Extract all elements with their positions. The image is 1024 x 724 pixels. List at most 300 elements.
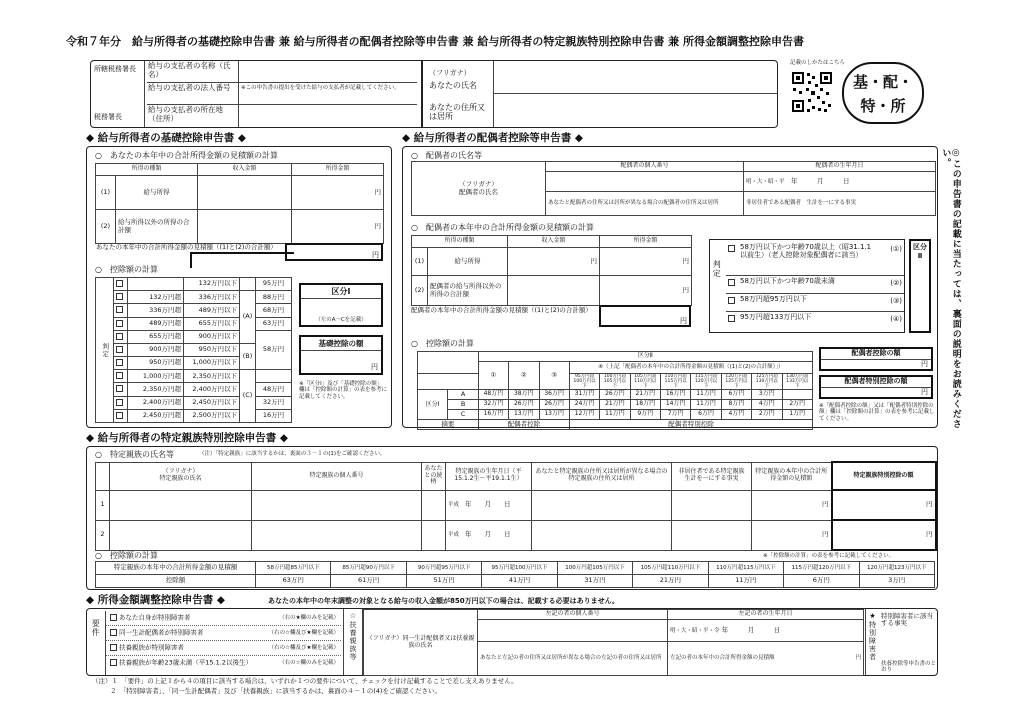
table-row <box>96 520 936 550</box>
requirement-note: （右の★欄のみを記載） <box>279 615 339 621</box>
special-nonres-field[interactable] <box>672 520 752 550</box>
deduction-value: 11万円 <box>691 390 721 400</box>
number-note: ※この申告書の提出を受けた給与の支払者が記載してください。 <box>241 85 400 91</box>
spouse-deduction-box[interactable] <box>819 347 933 371</box>
deduction-value: 36万円 <box>539 390 569 400</box>
tax-office-suffix[interactable]: 税務署長 <box>94 113 122 121</box>
abc-label: A <box>448 390 478 400</box>
row2-label: 配偶者の給与所得以外の所得の合計額 <box>428 276 508 306</box>
special-birth-field[interactable]: 平成 年 月 日 <box>446 490 532 520</box>
range-low: 489万円超 <box>128 317 184 330</box>
requirement-text: あなた自身が特別障害者 <box>119 613 191 622</box>
adjust-section <box>86 608 938 676</box>
checkbox[interactable] <box>114 357 128 370</box>
checkbox[interactable] <box>728 297 735 304</box>
deduction-value: 26万円 <box>600 390 630 400</box>
table-row <box>418 400 813 410</box>
requirement-item[interactable] <box>106 656 341 671</box>
spouse-calc-table <box>417 351 813 427</box>
deduction-value: 8万円 <box>721 400 751 410</box>
table-row <box>96 330 292 343</box>
spouse-section <box>402 146 938 428</box>
row1-income-field[interactable]: 円 <box>292 176 384 210</box>
judge-text: 95万円超133万円以下 <box>740 313 812 321</box>
amount: 95万円 <box>256 278 292 291</box>
special-address-field[interactable] <box>532 520 672 550</box>
row-no: (1) <box>412 248 428 276</box>
band: 110万円超115万円以下 <box>708 562 783 575</box>
special-table <box>95 461 935 549</box>
deduction-value: 4万円 <box>721 410 751 420</box>
deduction-value: 63万円 <box>256 575 331 588</box>
amount: 16万円 <box>256 409 292 422</box>
special-sec1-note: （注）「特定親族」に該当するかは、裏面の３－１の(1)をご確認ください。 <box>199 451 386 457</box>
deduction-value: 6万円 <box>691 410 721 420</box>
special-mynumber-field[interactable] <box>252 490 422 520</box>
row-no: 1 <box>96 490 110 520</box>
basic-amount-label: 基礎控除の額 <box>301 337 381 351</box>
deduction-value: 41万円 <box>482 575 557 588</box>
range-high: 655万円以下 <box>184 317 240 330</box>
requirement-item[interactable] <box>106 611 341 626</box>
payer-number-field[interactable] <box>239 83 417 105</box>
checkbox[interactable] <box>114 409 128 422</box>
basic-deduction-calc-title: ○ 控除額の計算 <box>95 265 158 274</box>
adjust-heading: ◆ 所得金額調整控除申告書 ◆ <box>86 594 225 606</box>
adjust-dep-name-field[interactable]: （フリガナ）同一生計配偶者又は扶養親族の氏名 <box>364 610 478 676</box>
footnote-1: （注）１ 「要件」の上記１から４の項目に該当する場合は、いずれか１つの要件について、チェックを付け記載することで差し支えありません。 <box>92 677 518 685</box>
band: 90万円超95万円以下 <box>406 562 481 575</box>
band: 85万円超90万円以下 <box>331 562 406 575</box>
checkbox[interactable] <box>110 644 117 651</box>
deduction-value: 11万円 <box>708 575 783 588</box>
special-col-header: 非居住者である特定親族 生計を一にする事実 <box>672 462 752 490</box>
range-high: 2,400万円以下 <box>184 383 240 396</box>
checkbox[interactable] <box>114 278 128 291</box>
special-col-header: 特定親族特別控除の額 <box>832 462 936 490</box>
adjust-mynumber-label: 左記の者の個人番号 <box>478 610 668 620</box>
col-revenue: 収入金額 <box>198 164 292 176</box>
spouse-total-label: 配偶者の本年中の合計所得金額の見積額（(1)と(2)の合計額） <box>411 306 592 314</box>
table-row <box>96 490 936 520</box>
deduction-value: 6万円 <box>784 575 859 588</box>
qr-note: 記載のしかたはこちら <box>790 60 846 66</box>
payer-address-field[interactable] <box>239 105 417 127</box>
table-row <box>96 396 292 409</box>
amount: 32万円 <box>256 396 292 409</box>
kubun2-box[interactable] <box>909 239 931 333</box>
payer-name-field[interactable] <box>239 61 417 83</box>
adjust-birth-field[interactable]: 明・大・昭・平・令 年 月 日 <box>668 620 864 642</box>
kubun1-vertical: 区分Ⅰ <box>418 390 448 420</box>
requirement-note: （右の☆欄及び★欄を記載） <box>268 645 339 651</box>
special-sec2-note: ※「控除額の計算」の表を参考に記載してください。 <box>763 553 895 559</box>
yen-unit: 円 <box>921 359 928 368</box>
basic-deduction-table <box>95 277 291 423</box>
requirement-text: 扶養親族が特別障害者 <box>119 643 184 652</box>
basic-income-table <box>95 163 383 243</box>
col-income: 所得金額 <box>292 164 384 176</box>
checkbox-box[interactable] <box>116 306 123 313</box>
band: 130万円超133万円以下 <box>782 374 813 390</box>
tax-office-label: 所轄税務署長 <box>94 65 136 73</box>
special-col-header: あなたとの続柄 <box>422 462 446 490</box>
col-revenue: 収入金額 <box>508 236 600 248</box>
range-low: 2,350万円超 <box>128 383 184 396</box>
spouse-total-field[interactable]: 円 <box>599 305 691 327</box>
special-address-field[interactable] <box>532 490 672 520</box>
special-income-field[interactable]: 円 <box>752 520 832 550</box>
judge-text: 58万円超95万円以下 <box>740 295 807 303</box>
flow-arrow <box>190 252 294 268</box>
spouse-birth-label: 配偶者の生年月日 <box>744 162 936 172</box>
special-col-header: あなたと特定親族の住所又は居所が異なる場合の特定親族の住所又は居所 <box>532 462 672 490</box>
deduction-value: 3万円 <box>859 575 935 588</box>
spouse-note: ※「配偶者控除の額」又は「配偶者特別控除の額」欄は「控除額の計算」の表を参考に記載してください。 <box>819 403 935 422</box>
judge-num: (④) <box>890 315 902 323</box>
basic-note: ※「区分Ⅰ」及び「基礎控除の額」欄は「控除額の計算」の表を参考に記載してください。 <box>299 381 388 400</box>
band: 95万円超100万円以下 <box>482 562 557 575</box>
spouse-nonres[interactable]: 非居住者である配偶者 生計を一にする事実 <box>744 192 936 216</box>
band: 115万円超120万円以下 <box>784 562 859 575</box>
basic-total-label: あなたの本年中の合計所得金額の見積額（(1)と(2)の合計額） <box>96 243 277 251</box>
your-name-label: あなたの氏名 <box>429 81 477 90</box>
range-high: 132万円以下 <box>184 278 240 291</box>
judge-row[interactable] <box>726 276 904 294</box>
adjust-mynumber-field[interactable] <box>478 620 668 642</box>
range-high: 2,450万円以下 <box>184 396 240 409</box>
checkbox[interactable] <box>110 629 117 636</box>
special-col-header: 特定親族の個人番号 <box>252 462 422 490</box>
range-low: 655万円超 <box>128 330 184 343</box>
judge-num: (②) <box>890 279 902 287</box>
deduction-value: 14万円 <box>661 400 691 410</box>
range-high: 1,000万円以下 <box>184 357 240 370</box>
basic-section <box>86 146 392 428</box>
spouse-birth-field[interactable]: 明・大・昭・平 年 月 日 <box>744 172 936 192</box>
row-no: (2) <box>412 276 428 306</box>
table-row <box>96 317 292 330</box>
basic-income-calc-title: ○ あなたの本年中の合計所得金額の見積額の計算 <box>95 151 278 160</box>
abc-label: B <box>448 400 478 410</box>
row-no: (1) <box>96 176 116 210</box>
deduction-value: 26万円 <box>509 400 539 410</box>
checkbox[interactable] <box>114 370 128 383</box>
deduction-value: 31万円 <box>569 390 599 400</box>
checkbox[interactable] <box>114 317 128 330</box>
basic-amount-box[interactable] <box>299 335 383 375</box>
checkbox-box[interactable] <box>116 280 123 287</box>
group-label <box>240 278 256 291</box>
dependent-label: ☆扶養親族等 <box>343 609 363 675</box>
row2-income-field[interactable]: 円 <box>292 210 384 244</box>
special-birth-field[interactable]: 平成 年 月 日 <box>446 520 532 550</box>
checkbox-box[interactable] <box>116 359 123 366</box>
kubun1-label: 区分Ⅰ <box>301 285 381 299</box>
range-low: 132万円超 <box>128 291 184 304</box>
deduction-value: 6万円 <box>721 390 751 400</box>
side-note: ◎この申告書の記載に当たっては、裏面の説明をお読みください。 <box>940 148 961 429</box>
deduction-value: 2万円 <box>782 400 813 410</box>
deduction-value: 3万円 <box>752 390 782 400</box>
req-label: 要件 <box>91 619 101 637</box>
group-label: (B) <box>240 343 256 369</box>
special-mynumber-field[interactable] <box>252 520 422 550</box>
form-title: 令和７年分 給与所得者の基礎控除申告書 兼 給与所得者の配偶者控除等申告書 兼 給与所得者の特定親族特別控除申告書 兼 所得金額調整控除申告書 <box>66 35 804 48</box>
disabled-cert[interactable]: 扶養控除等申告書のとおり <box>881 661 937 674</box>
row1-label: 給与所得 <box>428 248 508 276</box>
spouse-deduction-label: 配偶者控除の額 <box>821 349 931 360</box>
checkbox[interactable] <box>114 343 128 356</box>
judge-num: (①) <box>890 245 902 253</box>
row-no: 2 <box>96 520 110 550</box>
table-row <box>96 409 292 422</box>
basic-total-field[interactable]: 円 <box>285 243 383 261</box>
deduction-value: 32万円 <box>478 400 508 410</box>
range-low: 900万円超 <box>128 343 184 356</box>
amount: 63万円 <box>256 317 292 330</box>
band: 100万円超105万円以下 <box>557 562 632 575</box>
deduction-value: 16万円 <box>661 390 691 400</box>
special-section <box>86 446 938 590</box>
range-low: 2,400万円超 <box>128 396 184 409</box>
requirement-item[interactable] <box>106 641 341 656</box>
spouse-info-table <box>411 161 935 215</box>
deduction-value: 38万円 <box>509 390 539 400</box>
table-row <box>96 370 292 383</box>
deduction-value: 21万円 <box>600 400 630 410</box>
special-col-header: 特定親族の生年月日（平15.1.2生～平19.1.1生） <box>446 462 532 490</box>
group-label: (C) <box>240 370 256 423</box>
requirement-item[interactable] <box>106 626 341 641</box>
checkbox[interactable] <box>114 330 128 343</box>
deduction-value: 24万円 <box>569 400 599 410</box>
deduction-value: 2万円 <box>752 410 782 420</box>
header-box <box>90 60 778 128</box>
checkbox-box[interactable] <box>116 346 123 353</box>
adjust-income-field[interactable]: 左記の者の本年中の合計所得金額の見積額 円 <box>668 642 864 676</box>
band: 58万円超85万円以下 <box>256 562 331 575</box>
table-row <box>96 304 292 317</box>
checkbox-box[interactable] <box>116 412 123 419</box>
judge-text: 58万円以下かつ年齢70歳以上（昭31.1.1以前生）（老人控除対象配偶者に該当） <box>740 243 872 260</box>
checkbox[interactable] <box>728 315 735 322</box>
spouse-mynumber-field[interactable] <box>546 172 744 192</box>
checkbox[interactable] <box>114 396 128 409</box>
amount <box>256 370 292 383</box>
amount: 58万円 <box>256 330 292 370</box>
special-name-field[interactable] <box>110 490 252 520</box>
band: 120万円超125万円以下 <box>721 374 751 390</box>
spouse-income-calc-title: ○ 配偶者の本年中の合計所得金額の見積額の計算 <box>411 223 594 232</box>
special-amount-field[interactable]: 円 <box>832 490 936 520</box>
adjust-heading-note: あなたの本年中の年末調整の対象となる給与の収入金額が850万円以下の場合は、記載する必要はありません。 <box>268 597 620 605</box>
requirement-text: 扶養親族が年齢23歳未満（平15.1.2以後生） <box>119 658 252 667</box>
deduction-value: 21万円 <box>630 390 660 400</box>
deduction-value: 1万円 <box>782 410 813 420</box>
judge-text: 58万円以下かつ年齢70歳未満 <box>740 277 835 285</box>
payer-number-label: 給与の支払者の法人番号 <box>147 83 239 105</box>
band: 125万円超130万円以下 <box>752 374 782 390</box>
special-col-header: （フリガナ） 特定親族の氏名 <box>110 462 252 490</box>
circle-num: ③ <box>539 362 569 390</box>
your-address-field[interactable] <box>493 94 777 127</box>
spouse-income-table <box>411 235 691 305</box>
basic-heading: ◆ 給与所得者の基礎控除申告書 ◆ <box>86 132 246 144</box>
amount: 68万円 <box>256 304 292 317</box>
row2-label: 給与所得以外の所得の合計額 <box>116 210 198 244</box>
spouse-name-field[interactable]: （フリガナ） 配偶者の氏名 <box>412 162 546 216</box>
checkbox[interactable] <box>728 279 735 286</box>
spouse-calc-title: ○ 控除額の計算 <box>411 339 474 348</box>
special-relation-field[interactable] <box>422 490 446 520</box>
col-income: 所得金額 <box>600 236 692 248</box>
spouse-address-label: あなたと配偶者の住所又は居所が異なる場合の配偶者の住所又は居所 <box>546 192 744 216</box>
range-low: 2,450万円超 <box>128 409 184 422</box>
summary-a: 配偶者控除 <box>478 420 569 430</box>
deduction-value: 61万円 <box>331 575 406 588</box>
disabled-label: ★特別障害者 <box>865 609 879 675</box>
kubun1-box[interactable] <box>299 283 383 327</box>
judge-row[interactable] <box>726 312 904 330</box>
amount: 48万円 <box>256 383 292 396</box>
checkbox[interactable] <box>114 383 128 396</box>
band: 105万円超110万円以下 <box>630 374 660 390</box>
checkbox-box[interactable] <box>116 333 123 340</box>
checkbox-box[interactable] <box>116 320 123 327</box>
special-heading: ◆ 給与所得者の特定親族特別控除申告書 ◆ <box>86 432 288 444</box>
adjust-birth-label: 左記の者の生年月日 <box>668 610 864 620</box>
checkbox[interactable] <box>110 659 117 666</box>
your-name-field[interactable] <box>493 61 777 94</box>
special-nonres-field[interactable] <box>672 490 752 520</box>
payer-name-label: 給与の支払者の名称（氏名） <box>147 61 239 83</box>
deduction-value: 12万円 <box>569 410 599 420</box>
furigana-label: （フリガナ） <box>429 69 471 77</box>
requirement-list <box>105 611 341 675</box>
row-no: (2) <box>96 210 116 244</box>
checkbox-box[interactable] <box>116 385 123 392</box>
spouse-special-deduction-box[interactable] <box>819 375 933 399</box>
deduction-value: 48万円 <box>478 390 508 400</box>
band: 105万円超110万円以下 <box>633 562 708 575</box>
deduction-value: 11万円 <box>600 410 630 420</box>
range-high: 900万円以下 <box>184 330 240 343</box>
total-header: ④（上記「配偶者の本年中の合計所得金額の見積額（(1)と(2)の合計額）」） <box>569 362 812 374</box>
spouse-special-deduction-label: 配偶者特別控除の額 <box>821 377 931 388</box>
range-high: 2,500万円以下 <box>184 409 240 422</box>
range-high: 489万円以下 <box>184 304 240 317</box>
table-row <box>418 410 813 420</box>
row2-revenue-field[interactable] <box>198 210 292 244</box>
summary-label: 摘要 <box>418 420 479 430</box>
checkbox[interactable] <box>114 304 128 317</box>
checkbox-box[interactable] <box>116 293 123 300</box>
judge-num: (③) <box>890 297 902 305</box>
spouse-row2-revenue[interactable] <box>508 276 600 306</box>
calc-label: 特定親族の本年中の合計所得金額の見積額 <box>96 562 256 575</box>
row1-revenue-field[interactable] <box>198 176 292 210</box>
table-row <box>418 390 813 400</box>
deduction-value: 31万円 <box>557 575 632 588</box>
range-high: 950万円以下 <box>184 343 240 356</box>
deduction-value: 13万円 <box>539 410 569 420</box>
special-income-field[interactable]: 円 <box>752 490 832 520</box>
group-label: (A) <box>240 291 256 344</box>
checkbox[interactable] <box>728 245 735 252</box>
deduction-value: 13万円 <box>509 410 539 420</box>
disabled-fact-label: 特別障害者に該当する事実 <box>881 612 933 628</box>
circle-num: ① <box>478 362 508 390</box>
footnote-2: ２ 「特別障害者」、「同一生計配偶者」及び「扶養親族」に該当するかは、裏面の４－１の(4)をご確認ください。 <box>110 687 441 695</box>
band: 100万円超105万円以下 <box>600 374 630 390</box>
abc-label: C <box>448 410 478 420</box>
spouse-row2-income[interactable]: 円 <box>600 276 692 306</box>
deduction-value: 9万円 <box>630 410 660 420</box>
deduction-value: 18万円 <box>630 400 660 410</box>
form-type-badge: 基・配・特・所 <box>842 62 924 124</box>
checkbox-box[interactable] <box>116 372 123 379</box>
requirement-text: 同一生計配偶者が特別障害者 <box>119 628 204 637</box>
your-address-label: あなたの住所又は居所 <box>429 103 485 122</box>
spouse-row1-income[interactable]: 円 <box>600 248 692 276</box>
requirement-note: （右の☆欄のみを記載） <box>279 660 339 666</box>
adjust-address-field[interactable]: あなたと左記の者の住所又は居所が異なる場合の左記の者の住所又は居所 <box>478 642 668 676</box>
table-row <box>96 278 292 291</box>
adjust-dep-table <box>363 609 863 675</box>
judge-label: 判定 <box>96 278 114 423</box>
checkbox[interactable] <box>114 291 128 304</box>
special-amount-field[interactable]: 円 <box>832 520 936 550</box>
special-sec1: ○ 特定親族の氏名等 <box>95 450 174 459</box>
judge-row[interactable] <box>726 242 904 276</box>
judge-label: 判定 <box>712 260 722 278</box>
calc-amount-label: 控除額 <box>96 575 256 588</box>
special-relation-field[interactable] <box>422 520 446 550</box>
checkbox[interactable] <box>110 614 117 621</box>
special-sec2: ○ 控除額の計算 <box>95 551 158 560</box>
yen-unit: 円 <box>921 387 928 396</box>
band: 115万円超120万円以下 <box>691 374 721 390</box>
checkbox-box[interactable] <box>116 399 123 406</box>
qr-code-icon[interactable] <box>790 70 834 114</box>
spouse-mynumber-label: 配偶者の個人番号 <box>546 162 744 172</box>
deduction-value: 21万円 <box>633 575 708 588</box>
deduction-value: 11万円 <box>691 400 721 410</box>
range-high: 336万円以下 <box>184 291 240 304</box>
range-low: 336万円超 <box>128 304 184 317</box>
spouse-name-sec: ○ 配偶者の氏名等 <box>411 151 482 160</box>
table-row <box>96 383 292 396</box>
judge-row[interactable] <box>726 294 904 312</box>
band: 95万円超100万円以下 <box>569 374 599 390</box>
kubun2-header: 区分Ⅱ <box>478 352 812 362</box>
deduction-value: 4万円 <box>752 400 782 410</box>
table-row <box>96 291 292 304</box>
kubun2-label: 区分Ⅱ <box>913 243 927 260</box>
payer-address-label: 給与の支払者の所在地（住所） <box>147 105 239 127</box>
amount: 88万円 <box>256 291 292 304</box>
judge-rows <box>726 242 904 330</box>
range-low: 1,000万円超 <box>128 370 184 383</box>
special-col-header: 特定親族の本年中の合計所得金額の見積額 <box>752 462 832 490</box>
range-low: 950万円超 <box>128 357 184 370</box>
band: 120万円超123万円以下 <box>859 562 935 575</box>
spouse-row1-revenue[interactable]: 円 <box>508 248 600 276</box>
summary-b: 配偶者特別控除 <box>569 420 812 430</box>
special-name-field[interactable] <box>110 520 252 550</box>
kubun1-note: （左のA～Cを記載） <box>315 316 367 323</box>
